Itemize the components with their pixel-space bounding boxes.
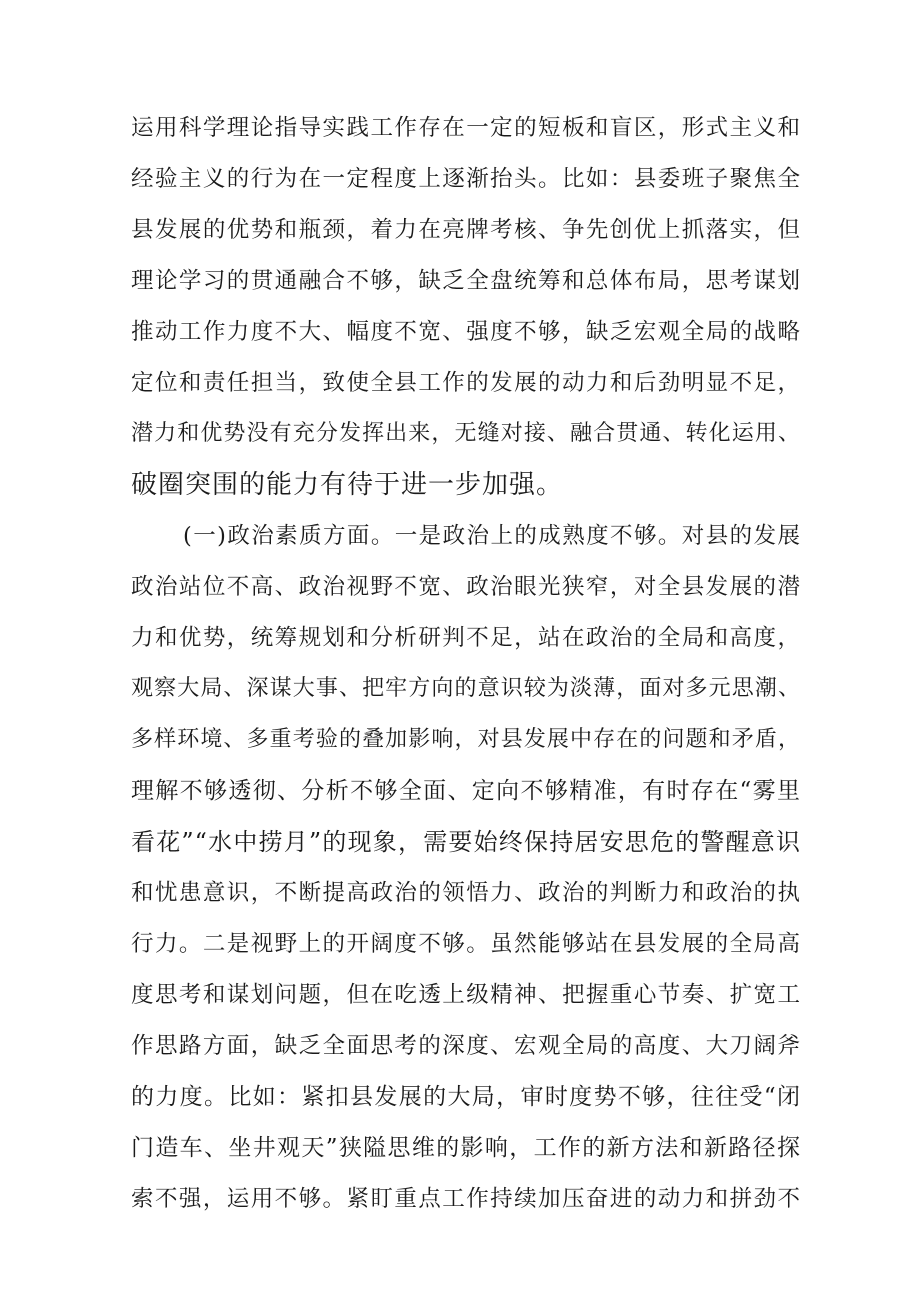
text-line: 度思考和谋划问题，但在吃透上级精神、把握重心节奏、扩宽工 <box>131 982 801 1008</box>
text-line: 行力。二是视野上的开阔度不够。虽然能够站在县发展的全局高 <box>131 931 801 957</box>
text-line: 和忧患意识，不断提高政治的领悟力、政治的判断力和政治的执 <box>131 880 801 906</box>
paragraph-heading-line: (一)政治素质方面。一是政治上的成熟度不够。对县的发展 <box>183 523 801 549</box>
text-line: 力和优势，统筹规划和分析研判不足，站在政治的全局和高度， <box>131 625 801 651</box>
text-line: 门造车、坐井观天”狭隘思维的影响，工作的新方法和新路径探 <box>131 1135 801 1161</box>
text-line: 推动工作力度不大、幅度不宽、强度不够，缺乏宏观全局的战略 <box>131 319 801 345</box>
text-line: 索不强，运用不够。紧盯重点工作持续加压奋进的动力和拼劲不 <box>131 1186 801 1212</box>
text-line: 县发展的优势和瓶颈，着力在亮牌考核、争先创优上抓落实，但 <box>131 217 801 243</box>
text-line: 潜力和优势没有充分发挥出来，无缝对接、融合贯通、转化运用、 <box>131 421 801 446</box>
text-line: 作思路方面，缺乏全面思考的深度、宏观全局的高度、大刀阔斧 <box>131 1033 801 1059</box>
text-line: 的力度。比如：紧扣县发展的大局，审时度势不够，往往受“闭 <box>131 1084 801 1110</box>
text-line: 理解不够透彻、分析不够全面、定向不够精准，有时存在“雾里 <box>131 778 801 804</box>
text-line: 定位和责任担当，致使全县工作的发展的动力和后劲明显不足， <box>131 370 801 396</box>
text-line: 理论学习的贯通融合不够，缺乏全盘统筹和总体布局，思考谋划 <box>131 268 801 294</box>
text-line: 政治站位不高、政治视野不宽、政治眼光狭窄，对全县发展的潜 <box>131 574 801 600</box>
text-line: 多样环境、多重考验的叠加影响，对县发展中存在的问题和矛盾， <box>131 727 801 752</box>
text-line: 经验主义的行为在一定程度上逐渐抬头。比如：县委班子聚焦全 <box>131 166 801 192</box>
text-line: 运用科学理论指导实践工作存在一定的短板和盲区，形式主义和 <box>131 115 801 141</box>
text-line: 破圈突围的能力有待于进一步加强。 <box>131 470 564 500</box>
text-line: 看花”“水中捞月”的现象，需要始终保持居安思危的警醒意识 <box>131 828 801 856</box>
text-line: 观察大局、深谋大事、把牢方向的意识较为淡薄，面对多元思潮、 <box>131 676 801 701</box>
